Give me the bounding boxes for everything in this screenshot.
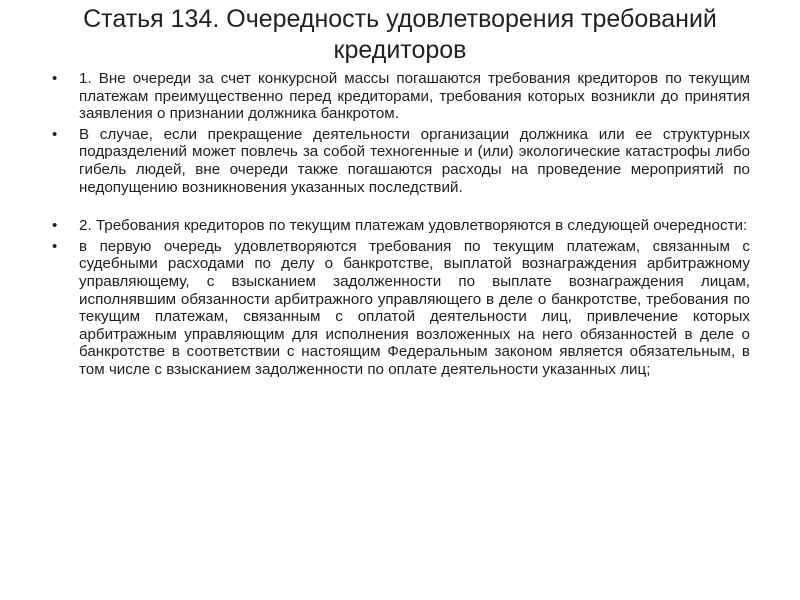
slide-title: Статья 134. Очередность удовлетворения требований кредиторов [83,5,717,64]
bullet-item-4 [52,238,750,379]
bullet-list [52,70,750,379]
bullet-marker: • [52,70,58,87]
bullet-text: в первую очередь удовлетворяются требования по текущим платежам, связанным с судебными расходами по делу о банкротстве, выплатой вознаграждения арбитражному управляющему, с взысканием задолженности по выплате вознаграждения лицам, исполнявшим обязанности арбитражного управляющего в деле о банкротстве, требования по текущим платежам, связанным с оплатой деятельности лиц, привлечение которых арбитражным управляющим для исполнения возложенных на него обязанностей в деле о банкротстве в соответствии с настоящим Федеральным законом является обязательным, в том числе с взысканием задолженности по оплате деятельности указанных лиц; [79,237,750,378]
bullet-marker: • [52,217,58,235]
bullet-item-2 [52,126,750,196]
bullet-text: 2. Требования кредиторов по текущим платежам удовлетворяются в следующей очередности: [79,217,748,235]
bullet-marker: • [52,237,58,255]
bullet-text: В случае, если прекращение деятельности организации должника или ее структурных подразделений может повлечь за собой техногенные и (или) экологические катастрофы либо гибель людей, вне очереди также погашаются расходы на проведение мероприятий по недопущению возникновения указанных последствий. [79,125,750,196]
bullet-item-1 [52,70,750,123]
bullet-item-3 [52,217,750,235]
bullet-marker: • [52,125,58,143]
bullet-text: 1. Вне очереди за счет конкурсной массы погашаются требования кредиторов по текущим платежам преимущественно перед кредиторами, требования которых возникли до принятия заявления о признании должника банкротом. [79,70,750,123]
